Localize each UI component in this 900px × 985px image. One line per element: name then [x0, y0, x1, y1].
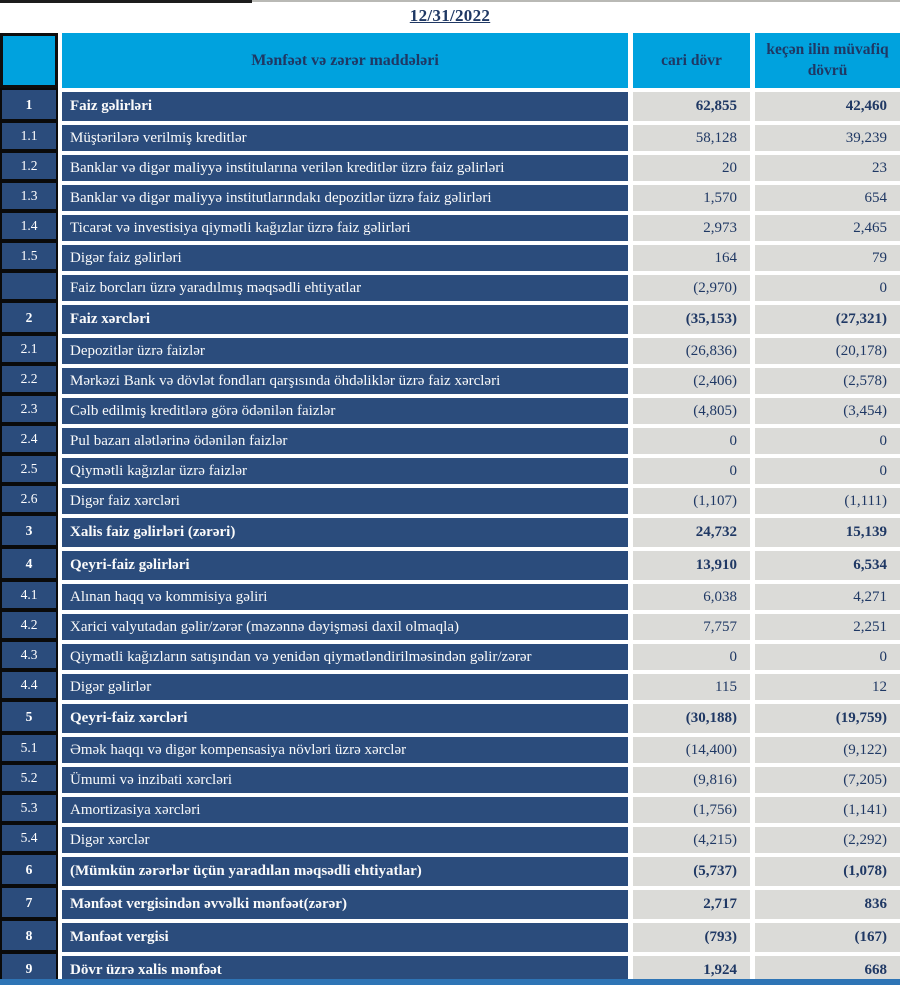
table-row — [0, 305, 900, 334]
table-row — [0, 614, 900, 640]
row-label-cell: Mənfəət vergisi — [62, 923, 628, 952]
current-period-value-cell: 1,570 — [633, 185, 750, 211]
row-label-cell: Əmək haqqı və digər kompensasiya növləri üzrə xərclər — [62, 737, 628, 763]
row-label-cell: Xalis faiz gəlirləri (zərəri) — [62, 518, 628, 547]
table-row — [0, 551, 900, 580]
row-label-cell: Dövr üzrə xalis mənfəət — [62, 956, 628, 985]
row-number-cell: 5.2 — [0, 763, 58, 793]
current-period-value-cell: (4,805) — [633, 398, 750, 424]
previous-period-value-cell: (2,578) — [755, 368, 900, 394]
current-period-value-cell: (793) — [633, 923, 750, 952]
bottom-table-edge — [0, 979, 900, 985]
row-label-cell: Qiymətli kağızların satışından və yenidən qiymətləndirilməsindən gəlir/zərər — [62, 644, 628, 670]
current-period-value-cell: 2,717 — [633, 890, 750, 919]
previous-period-value-cell: 42,460 — [755, 92, 900, 121]
row-label-cell: Ümumi və inzibati xərcləri — [62, 767, 628, 793]
row-number-cell: 1.3 — [0, 181, 58, 211]
row-label-cell: Alınan haqq və kommisiya gəliri — [62, 584, 628, 610]
current-period-value-cell: 0 — [633, 458, 750, 484]
row-label-cell: Pul bazarı alətlərinə ödənilən faizlər — [62, 428, 628, 454]
current-period-value-cell: 58,128 — [633, 125, 750, 151]
previous-period-value-cell: 0 — [755, 458, 900, 484]
previous-period-value-cell: 6,534 — [755, 551, 900, 580]
current-period-value-cell: (14,400) — [633, 737, 750, 763]
row-label-cell: Faiz borcları üzrə yaradılmış məqsədli ehtiyatlar — [62, 275, 628, 301]
report-date-bar — [0, 0, 900, 33]
row-label-cell: Qiymətli kağızlar üzrə faizlər — [62, 458, 628, 484]
row-number-cell: 2 — [0, 301, 58, 334]
row-label-cell: Depozitlər üzrə faizlər — [62, 338, 628, 364]
previous-period-value-cell: (20,178) — [755, 338, 900, 364]
current-period-value-cell: 62,855 — [633, 92, 750, 121]
table-row — [0, 125, 900, 151]
row-label-cell: Qeyri-faiz gəlirləri — [62, 551, 628, 580]
table-row — [0, 767, 900, 793]
current-period-value-cell: 13,910 — [633, 551, 750, 580]
table-row — [0, 428, 900, 454]
row-label-cell: Digər faiz xərcləri — [62, 488, 628, 514]
previous-period-value-cell: 668 — [755, 956, 900, 985]
row-number-cell: 4.3 — [0, 640, 58, 670]
previous-period-value-cell: 4,271 — [755, 584, 900, 610]
table-row — [0, 185, 900, 211]
row-number-cell: 1 — [0, 88, 58, 121]
row-label-cell: (Mümkün zərərlər üçün yaradılan məqsədli ehtiyatlar) — [62, 857, 628, 886]
previous-period-value-cell: 654 — [755, 185, 900, 211]
row-number-cell: 2.3 — [0, 394, 58, 424]
row-number-cell: 1.5 — [0, 241, 58, 271]
current-period-value-cell: (1,107) — [633, 488, 750, 514]
row-number-cell: 2.6 — [0, 484, 58, 514]
previous-period-value-cell: 23 — [755, 155, 900, 181]
row-label-cell: Faiz gəlirləri — [62, 92, 628, 121]
previous-period-value-cell: 2,465 — [755, 215, 900, 241]
table-row — [0, 245, 900, 271]
previous-period-value-cell: (1,141) — [755, 797, 900, 823]
previous-period-value-cell: 0 — [755, 644, 900, 670]
row-label-cell: Banklar və digər maliyyə institularına verilən kreditlər üzrə faiz gəlirləri — [62, 155, 628, 181]
current-period-value-cell: (4,215) — [633, 827, 750, 853]
row-number-cell: 6 — [0, 853, 58, 886]
row-number-cell: 4.1 — [0, 580, 58, 610]
previous-period-value-cell: (7,205) — [755, 767, 900, 793]
table-row — [0, 215, 900, 241]
current-period-value-cell: 0 — [633, 644, 750, 670]
row-number-cell: 5.1 — [0, 733, 58, 763]
row-label-cell: Digər faiz gəlirləri — [62, 245, 628, 271]
previous-period-value-cell: (3,454) — [755, 398, 900, 424]
table-row — [0, 518, 900, 547]
row-number-cell: 3 — [0, 514, 58, 547]
previous-period-value-cell: 0 — [755, 428, 900, 454]
table-body — [0, 92, 900, 985]
previous-period-value-cell: 2,251 — [755, 614, 900, 640]
table-header-row — [0, 33, 900, 88]
table-row — [0, 92, 900, 121]
row-number-cell: 1.1 — [0, 121, 58, 151]
table-row — [0, 857, 900, 886]
corner-cell — [0, 33, 58, 88]
table-row — [0, 737, 900, 763]
row-number-cell: 2.5 — [0, 454, 58, 484]
row-number-cell: 2.2 — [0, 364, 58, 394]
row-number-cell — [0, 271, 58, 301]
previous-period-value-cell: 39,239 — [755, 125, 900, 151]
table-row — [0, 368, 900, 394]
row-number-cell: 4.2 — [0, 610, 58, 640]
row-label-cell: Cəlb edilmiş kreditlərə görə ödənilən faizlər — [62, 398, 628, 424]
previous-period-value-cell: (9,122) — [755, 737, 900, 763]
previous-period-value-cell: 836 — [755, 890, 900, 919]
table-row — [0, 275, 900, 301]
row-label-cell: Amortizasiya xərcləri — [62, 797, 628, 823]
table-row — [0, 827, 900, 853]
current-period-value-cell: (26,836) — [633, 338, 750, 364]
row-number-cell: 2.1 — [0, 334, 58, 364]
row-label-cell: Digər xərclər — [62, 827, 628, 853]
current-period-value-cell: 7,757 — [633, 614, 750, 640]
row-label-cell: Xarici valyutadan gəlir/zərər (məzənnə dəyişməsi daxil olmaqla) — [62, 614, 628, 640]
row-label-cell: Mənfəət vergisindən əvvəlki mənfəət(zərər) — [62, 890, 628, 919]
report-date: 12/31/2022 — [409, 6, 491, 25]
previous-period-value-cell: 79 — [755, 245, 900, 271]
column-header-items: Mənfəət və zərər maddələri — [62, 33, 628, 88]
table-row — [0, 458, 900, 484]
current-period-value-cell: 0 — [633, 428, 750, 454]
column-header-current-period: cari dövr — [633, 33, 750, 88]
current-period-value-cell: 1,924 — [633, 956, 750, 985]
current-period-value-cell: (2,970) — [633, 275, 750, 301]
current-period-value-cell: (5,737) — [633, 857, 750, 886]
table-row — [0, 398, 900, 424]
row-number-cell: 4 — [0, 547, 58, 580]
current-period-value-cell: 6,038 — [633, 584, 750, 610]
row-label-cell: Faiz xərcləri — [62, 305, 628, 334]
column-header-previous-period: keçən ilin müvafiq dövrü — [755, 33, 900, 88]
row-number-cell: 2.4 — [0, 424, 58, 454]
previous-period-value-cell: (1,078) — [755, 857, 900, 886]
previous-period-value-cell: 12 — [755, 674, 900, 700]
current-period-value-cell: 24,732 — [633, 518, 750, 547]
row-number-cell: 5.3 — [0, 793, 58, 823]
previous-period-value-cell: (27,321) — [755, 305, 900, 334]
row-label-cell: Qeyri-faiz xərcləri — [62, 704, 628, 733]
top-border-line-dark-segment — [0, 0, 252, 3]
previous-period-value-cell: (19,759) — [755, 704, 900, 733]
current-period-value-cell: (1,756) — [633, 797, 750, 823]
current-period-value-cell: 164 — [633, 245, 750, 271]
table-row — [0, 674, 900, 700]
previous-period-value-cell: 15,139 — [755, 518, 900, 547]
previous-period-value-cell: 0 — [755, 275, 900, 301]
row-label-cell: Digər gəlirlər — [62, 674, 628, 700]
table-row — [0, 155, 900, 181]
current-period-value-cell: (35,153) — [633, 305, 750, 334]
previous-period-value-cell: (2,292) — [755, 827, 900, 853]
row-number-cell: 9 — [0, 952, 58, 985]
table-row — [0, 890, 900, 919]
table-row — [0, 488, 900, 514]
current-period-value-cell: (9,816) — [633, 767, 750, 793]
table-row — [0, 923, 900, 952]
table-row — [0, 584, 900, 610]
table-row — [0, 338, 900, 364]
row-number-cell: 5 — [0, 700, 58, 733]
current-period-value-cell: 115 — [633, 674, 750, 700]
current-period-value-cell: 2,973 — [633, 215, 750, 241]
row-number-cell: 4.4 — [0, 670, 58, 700]
row-number-cell: 8 — [0, 919, 58, 952]
row-label-cell: Mərkəzi Bank və dövlət fondları qarşısında öhdəliklər üzrə faiz xərcləri — [62, 368, 628, 394]
row-label-cell: Banklar və digər maliyyə institutlarındakı depozitlər üzrə faiz gəlirləri — [62, 185, 628, 211]
table-row — [0, 797, 900, 823]
table-row — [0, 704, 900, 733]
current-period-value-cell: (2,406) — [633, 368, 750, 394]
table-row — [0, 644, 900, 670]
row-label-cell: Ticarət və investisiya qiymətli kağızlar üzrə faiz gəlirləri — [62, 215, 628, 241]
row-number-cell: 1.2 — [0, 151, 58, 181]
row-number-cell: 7 — [0, 886, 58, 919]
row-number-cell: 1.4 — [0, 211, 58, 241]
previous-period-value-cell: (167) — [755, 923, 900, 952]
current-period-value-cell: (30,188) — [633, 704, 750, 733]
row-label-cell: Müştərilərə verilmiş kreditlər — [62, 125, 628, 151]
row-number-cell: 5.4 — [0, 823, 58, 853]
previous-period-value-cell: (1,111) — [755, 488, 900, 514]
current-period-value-cell: 20 — [633, 155, 750, 181]
